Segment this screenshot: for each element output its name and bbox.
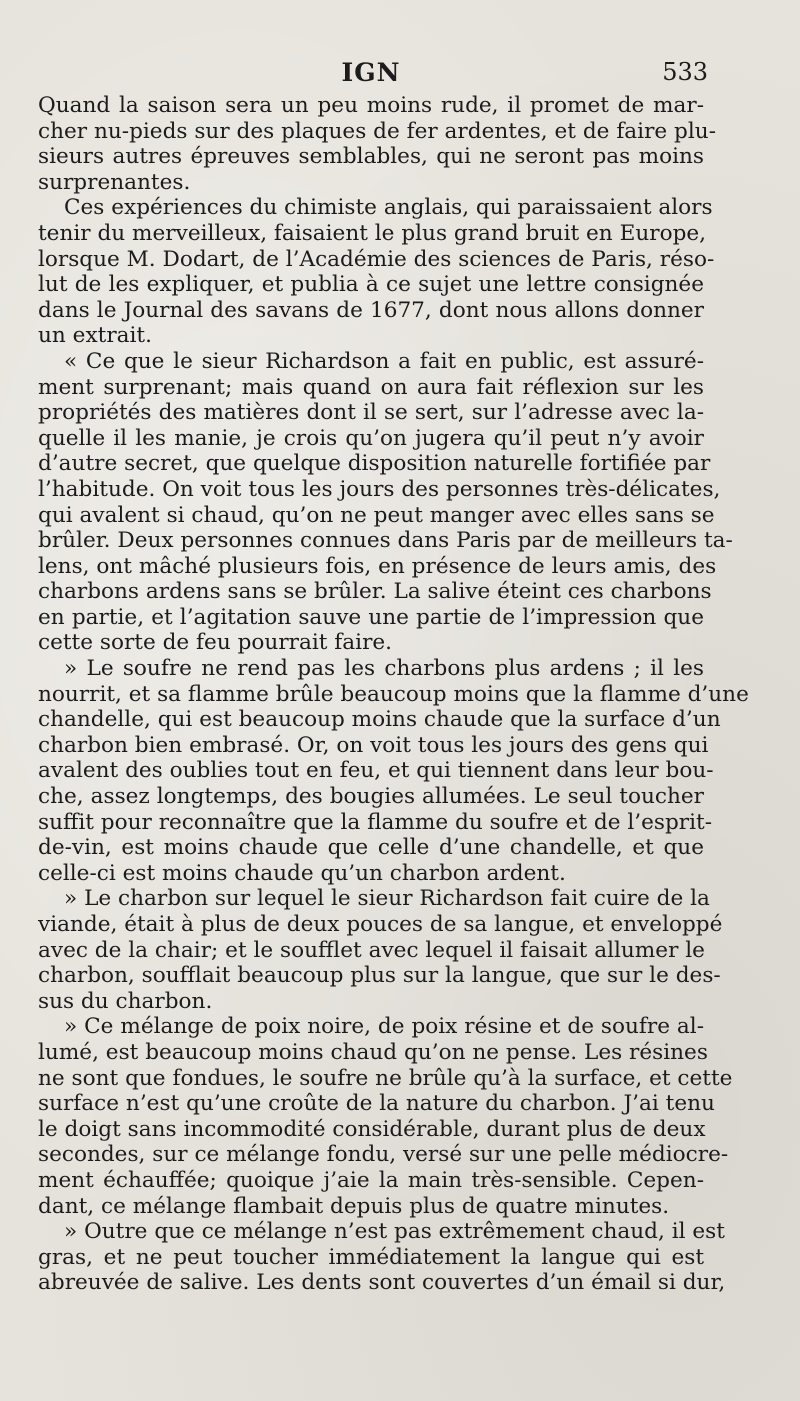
text-line: ment surprenant; mais quand on aura fait réflexion sur les — [38, 374, 704, 400]
text-line: charbons ardens sans se brûler. La salive éteint ces charbons — [38, 579, 712, 605]
text-line: qui avalent si chaud, qu’on ne peut manger avec elles sans se — [38, 502, 715, 528]
text-line: sus du charbon. — [38, 988, 213, 1014]
text-line: lumé, est beaucoup moins chaud qu’on ne pense. Les résines — [38, 1039, 708, 1065]
text-line: » Outre que ce mélange n’est pas extrêmement chaud, il est — [64, 1219, 725, 1245]
text-line: sieurs autres épreuves semblables, qui ne seront pas moins — [38, 144, 704, 170]
text-line: lens, ont mâché plusieurs fois, en présence de leurs amis, des — [38, 553, 717, 579]
text-line: lut de les expliquer, et publia à ce sujet une lettre consignée — [38, 272, 704, 298]
paragraph — [38, 195, 715, 349]
text-line: ne sont que fondues, le soufre ne brûle qu’à la surface, et cette — [38, 1065, 733, 1091]
text-line: de-vin, est moins chaude que celle d’une chandelle, et que — [38, 835, 704, 861]
text-line: nourrit, et sa flamme brûle beaucoup moins que la flamme d’une — [38, 681, 749, 707]
body-text — [38, 93, 749, 1296]
text-line: le doigt sans incommodité considérable, durant plus de deux — [38, 1116, 706, 1142]
paragraph — [38, 886, 723, 1014]
text-line: viande, était à plus de deux pouces de sa langue, et enveloppé — [38, 912, 723, 937]
text-line: lorsque M. Dodart, de l’Académie des sciences de Paris, réso- — [38, 246, 715, 272]
paragraph — [38, 348, 733, 656]
text-line: che, assez longtemps, des bougies allumées. Le seul toucher — [38, 784, 704, 810]
text-line: chandelle, qui est beaucoup moins chaude que la surface d’un — [38, 707, 721, 733]
text-line: abreuvée de salive. Les dents sont couvertes d’un émail si dur, — [38, 1270, 726, 1296]
text-line: quelle il les manie, je crois qu’on jugera qu’il peut n’y avoir — [38, 425, 704, 451]
text-line: » Le charbon sur lequel le sieur Richardson fait cuire de la — [64, 886, 710, 912]
text-line: surface n’est qu’une croûte de la nature du charbon. J’ai tenu — [38, 1091, 715, 1117]
text-line: propriétés des matières dont il se sert, sur l’adresse avec la- — [38, 400, 704, 426]
text-line: charbon bien embrasé. Or, on voit tous les jours des gens qui — [38, 732, 709, 758]
text-line: d’autre secret, que quelque disposition naturelle fortifiée par — [38, 451, 711, 477]
text-line: l’habitude. On voit tous les jours des personnes très-délicates, — [38, 476, 721, 502]
text-line: Ces expériences du chimiste anglais, qui paraissaient alors — [64, 195, 713, 221]
text-line: secondes, sur ce mélange fondu, versé sur une pelle médiocre- — [38, 1142, 729, 1168]
text-line: gras, et ne peut toucher immédiatement la langue qui est — [38, 1244, 704, 1270]
text-line: dans le Journal des savans de 1677, dont nous allons donner — [38, 297, 704, 323]
text-line: Quand la saison sera un peu moins rude, il promet de mar- — [38, 93, 704, 118]
text-line: tenir du merveilleux, faisaient le plus grand bruit en Europe, — [38, 220, 707, 246]
text-line: celle-ci est moins chaude qu’un charbon ardent. — [38, 860, 566, 886]
text-line: » Le soufre ne rend pas les charbons plus ardens ; il les — [64, 656, 704, 682]
text-line: avalent des oublies tout en feu, et qui tiennent dans leur bou- — [38, 758, 714, 784]
text-line: en partie, et l’agitation sauve une partie de l’impression que — [38, 604, 704, 630]
text-line: ment échauffée; quoique j’aie la main très-sensible. Cepen- — [38, 1167, 704, 1193]
text-line: surprenantes. — [38, 169, 191, 195]
page-number: 533 — [662, 58, 708, 86]
paragraph — [38, 93, 716, 195]
text-line: dant, ce mélange flambait depuis plus de quatre minutes. — [38, 1193, 670, 1219]
text-line: brûler. Deux personnes connues dans Paris par de meilleurs ta- — [38, 528, 733, 554]
text-line: cher nu-pieds sur des plaques de fer ardentes, et de faire plu- — [38, 118, 716, 144]
text-line: cette sorte de feu pourrait faire. — [38, 630, 393, 656]
paragraph — [38, 1014, 733, 1219]
paragraph — [38, 656, 749, 886]
page-header — [38, 58, 708, 94]
paragraph — [38, 1219, 726, 1296]
text-line: » Ce mélange de poix noire, de poix résine et de soufre al- — [64, 1014, 704, 1040]
text-line: « Ce que le sieur Richardson a fait en public, est assuré- — [64, 348, 704, 374]
text-line: charbon, soufflait beaucoup plus sur la langue, que sur le des- — [38, 963, 721, 989]
text-line: suffit pour reconnaître que la flamme du soufre et de l’esprit- — [38, 809, 713, 835]
running-head: IGN — [341, 58, 401, 87]
text-line: un extrait. — [38, 323, 152, 349]
text-line: avec de la chair; et le soufflet avec lequel il faisait allumer le — [38, 937, 705, 963]
